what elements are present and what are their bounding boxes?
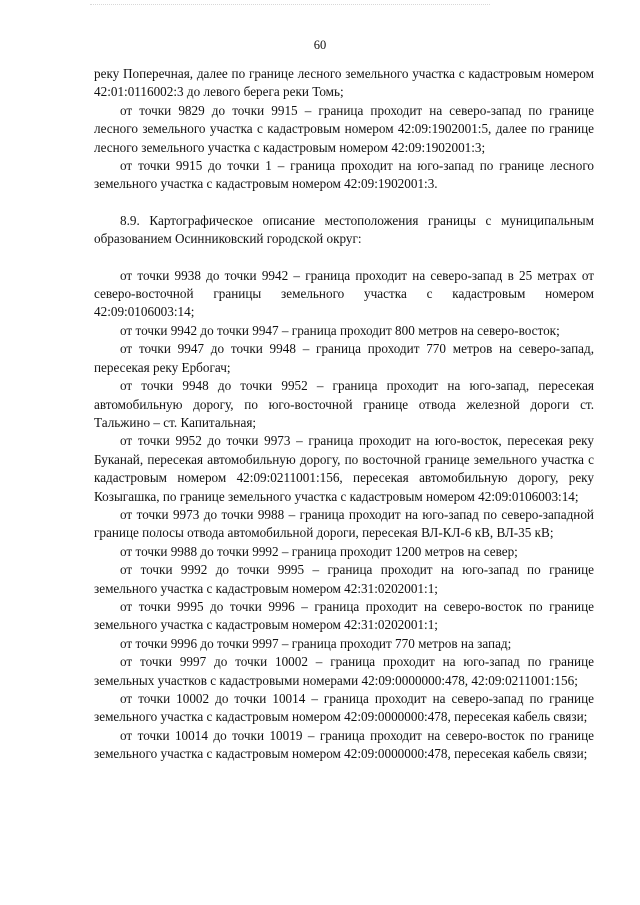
- section-spacer: [94, 249, 594, 267]
- document-body: [94, 65, 594, 764]
- boundary-segment: от точки 9992 до точки 9995 – граница проходит на юго-запад по границе земельного участка с кадастровым номером 42:31:0202001:1;: [94, 562, 594, 596]
- boundary-segment: от точки 9997 до точки 10002 – граница проходит на юго-запад по границе земельных участков с кадастровыми номерами 42:09:0000000:478, 42:09:0211001:156;: [94, 654, 594, 688]
- boundary-segment: от точки 9938 до точки 9942 – граница проходит на северо-запад в 25 метрах от северо-восточной границы земельного участка с кадастровым номером 42:09:0106003:14;: [94, 267, 594, 320]
- boundary-segment: от точки 10014 до точки 10019 – граница проходит на северо-восток по границе земельного участка с кадастровым номером 42:09:0000000:478, пересекая кабель связи;: [94, 727, 594, 762]
- boundary-segment: от точки 9996 до точки 9997 – граница проходит 770 метров на запад;: [120, 635, 512, 651]
- intro-paragraph: от точки 9915 до точки 1 – граница проходит на юго-запад по границе лесного земельного участка с кадастровым номером 42:09:1902001:3.: [94, 158, 594, 192]
- intro-paragraph: реку Поперечная, далее по границе лесного земельного участка с кадастровым номером 42:01:0116002:3 до левого берега реки Томь;: [94, 66, 594, 100]
- boundary-segment: от точки 9942 до точки 9947 – граница проходит 800 метров на северо-восток;: [120, 322, 560, 338]
- section-heading: 8.9. Картографическое описание местоположения границы с муниципальным образованием Осинниковский городской округ:: [94, 212, 594, 247]
- boundary-segment: от точки 9948 до точки 9952 – граница проходит на юго-запад, пересекая автомобильную дорогу, по юго-восточной границе отвода железной дороги ст. Тальжино – ст. Капитальная;: [94, 378, 594, 430]
- boundary-segment: от точки 9952 до точки 9973 – граница проходит на юго-восток, пересекая реку Буканай, пересекая автомобильную дорогу, по восточной границе земельного участка с кадастровым номером 42:09:0211001:156, пересекая автомобильную дорогу, реку Козыгашка, по границе земельного участка с кадастровым номером 42:09:0106003:14;: [94, 433, 594, 504]
- scan-edge-artifact: [90, 4, 490, 5]
- boundary-segment: от точки 9973 до точки 9988 – граница проходит на юго-запад по северо-западной границе полосы отвода автомобильной дороги, пересекая ВЛ-КЛ-6 кВ, ВЛ-35 кВ;: [94, 506, 594, 541]
- boundary-segment: от точки 9988 до точки 9992 – граница проходит 1200 метров на север;: [120, 543, 518, 559]
- boundary-segment: от точки 9947 до точки 9948 – граница проходит 770 метров на северо-запад, пересекая реку Ербогач;: [94, 341, 594, 375]
- intro-paragraph: от точки 9829 до точки 9915 – граница проходит на северо-запад по границе лесного земельного участка с кадастровым номером 42:09:1902001:5, далее по границе лесного земельного участка с кадастровым номером 42:09:1902001:3;: [94, 102, 594, 155]
- boundary-segment: от точки 9995 до точки 9996 – граница проходит на северо-восток по границе земельного участка с кадастровым номером 42:31:0202001:1;: [94, 598, 594, 633]
- boundary-segment: от точки 10002 до точки 10014 – граница проходит на северо-запад по границе земельного участка с кадастровым номером 42:09:0000000:478, пересекая кабель связи;: [94, 691, 594, 725]
- page-number: 60: [313, 38, 327, 52]
